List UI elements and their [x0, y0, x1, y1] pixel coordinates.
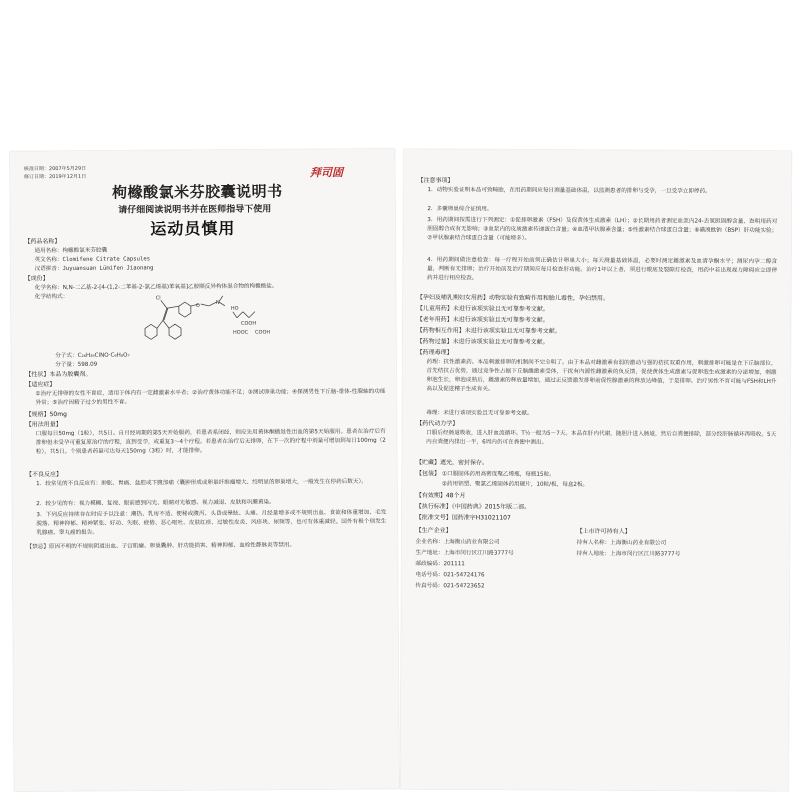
svg-text:HOOC: HOOC — [233, 329, 249, 336]
leaflet-subtitle: 请仔细阅读说明书并在医师指导下使用 — [118, 204, 272, 216]
leaflet-right-page — [400, 149, 791, 791]
package-option-2: ②药用铝塑、聚氯乙烯固体药用硬片，10粒/板，每盒2板。 — [441, 481, 589, 488]
phone-number: 电话号码：021-54724176 — [415, 572, 485, 579]
section-license-holder: 【上市许可持有人】 — [576, 527, 631, 536]
section-validity: 【有效期】48个月 — [415, 492, 466, 500]
english-name: 英文名称：Clomifene Citrate Capsules — [34, 256, 151, 264]
leaflet-title: 枸橼酸氯米芬胶囊说明书 — [111, 182, 283, 202]
svg-text:COOH: COOH — [240, 320, 257, 327]
production-address: 生产地址：上海市闵行区江川路3777号 — [415, 550, 514, 557]
section-indications: 【适应症】 — [25, 381, 56, 389]
section-pregnancy: 【孕妇及哺乳期妇女用药】动物实验有致畸作用和胎儿毒性，孕妇禁用。 — [416, 294, 609, 303]
section-overdose: 【药物过量】未进行该项实验且无可靠参考文献。 — [416, 338, 549, 346]
fax-number: 传真号码：021-54723652 — [415, 583, 485, 590]
holder-address: 持有人地址：上海市闵行区江川路3777号 — [576, 550, 681, 558]
section-spec: 【规格】50mg — [25, 410, 67, 419]
brand-logo: 拜司固 — [309, 166, 343, 180]
precaution-2: 2．多囊卵巢综合征慎用。 — [427, 206, 493, 213]
section-dosage: 【用法用量】 — [25, 420, 62, 429]
section-appearance: 【性状】本品为胶囊剂。 — [25, 370, 92, 379]
svg-text:HO: HO — [230, 305, 239, 312]
section-approval-number: 【批准文号】国药准字H31021107 — [415, 514, 511, 522]
pinyin-name: 汉语拼音：Juyuansuan Lümifen Jiaonang — [34, 265, 154, 273]
svg-text:O: O — [195, 303, 200, 310]
precaution-3: 3．用药期间按需进行下列测定：①促排卵激素（FSH）及促黄体生成激素（LH）；②长期用药者测定血浆内24-去氢胆固醇含量，查明用药对胆固醇合成有无影响；③血浆内的皮质激素传递蛋白含量；④血清甲状腺素含量；⑤性激素结合球蛋白含量；⑥磺溴酞钠（BSP）肝功能实验；⑦甲状腺素结合球蛋白含量（可能增多）。 — [427, 217, 778, 242]
section-interaction: 【药物相互作用】未进行该项实验且无可靠参考文献。 — [416, 327, 561, 335]
indications-text: ①治疗无排卵的女性不育症，适用于体内有一定雌激素水平者；②治疗黄体功能不足；③测试卵巢功能；④探测男性下丘脑-垂体-性腺轴的功能异常；⑤治疗因精子过少的男性不育。 — [35, 388, 386, 407]
section-children: 【儿童用药】未进行该项实验且无可靠参考文献。 — [416, 305, 549, 313]
adverse-item-1: 1．较常见的不良反应有：肿胀、胃痛、盆腔或下腹部痛（囊肿形成或卵巢纤维瘤增大、绞明显的卵巢增大，一般发生在停药后数天）。 — [36, 478, 367, 488]
section-manufacturer: 【生产企业】 — [415, 527, 452, 535]
molecular-weight: 分子量：598.09 — [55, 361, 98, 369]
pharmacology-text: 药理：抗性激素药。本品刺激排卵的机制尚不完全明了。由于本品对雌激素有弱的激动与强的拮抗双重作用，刺激排卵可能是在下丘脑部位，首先结抗占优势，通过竞争性占据下丘脑雌激素受体，干扰有内源性雌激素的负反馈，促使黄体生成激素与促卵泡生成激素的分泌增加，刺激卵泡生长，卵泡成熟后，雌激素的释放量增加，通过正反馈激发排卵前促性腺激素的释放达峰值，于是排卵。治疗男性不育可能与FSH和LH升高以及促进精子生成有关。 — [426, 359, 777, 393]
generic-name: 通用名称：枸橼酸氯米芬胶囊 — [34, 247, 108, 255]
dosage-text: 口服每日50mg（1粒），共5日。自月经周期的第5天开始服药，若患者系闭经，则应先用黄体酮撤退性出血的第5天始服用。患者在治疗后有排卵但未受孕可重复原治疗的疗程，直到受孕，或重复3～4个疗程。若患者在治疗后无排卵，在下一次的疗程中剂量可增加到每日100mg（2粒），共5日。个别患者药量可达每天150mg（3粒）时，才能排卵。 — [35, 428, 386, 456]
svg-text:N: N — [215, 299, 220, 306]
section-precautions: 【注意事项】 — [417, 177, 454, 185]
chemical-name: 化学名称：N,N-二乙基-2-[4-(1,2-二苯基-2-氯乙烯基)苯氧基]乙胺顺反异构体混合物的枸橼酸盐。 — [34, 283, 278, 292]
adverse-item-2: 2．较少见的有：视力模糊、复视、眼前感到闪光、眼睛对光敏感、视力减退、皮肤和巩膜黄染。 — [36, 499, 275, 508]
section-elderly: 【老年用药】未进行该项实验且无可靠参考文献。 — [416, 316, 549, 324]
section-storage: 【贮藏】遮光，密封保存。 — [416, 459, 489, 467]
section-drug-name: 【药品名称】 — [24, 238, 61, 246]
structure-label: 化学结构式： — [34, 293, 69, 301]
athlete-warning: 运动员慎用 — [150, 218, 236, 239]
toxicology-text: 毒理：未进行该项实验且无可靠参考文献。 — [426, 410, 533, 417]
chemical-structure — [133, 289, 283, 348]
leaflet-left-page — [10, 149, 399, 792]
section-pharmacology: 【药理毒理】 — [416, 349, 453, 357]
section-pharmacokinetics: 【药代动力学】 — [416, 420, 459, 428]
svg-text:Cl: Cl — [155, 295, 161, 302]
section-standard: 【执行标准】《中国药典》2015年版二部。 — [415, 503, 531, 511]
section-adverse: 【不良反应】 — [26, 470, 63, 479]
precaution-1: 1．动物实验证明本品可致畸胎，在用药期间应每日测量基础体温，以监测患者的排卵与受孕，一旦受孕立即停药。 — [427, 187, 711, 195]
section-ingredients: 【成份】 — [24, 275, 49, 283]
package-option-1: ①口服固体药用高密度聚乙烯瓶，每瓶15粒。 — [441, 471, 555, 478]
revision-date: 修订日期：2019年12月1日 — [23, 173, 87, 181]
approval-date: 核准日期：2007年5月29日 — [23, 165, 87, 173]
precaution-4: 4．用药期间做注意检查：每一疗程开始前须正确估计卵巢大小；每天测量基础体温，必要时测定雌激素及血清孕酮水平；测尿内孕二醇含量，判断有无排卵；治疗开始前及治疗期间应每月检查肝功能。治疗1年以上者，须进行眼底及裂隙灯检查，用药中若出现视力障碍应立即停药并进行相应检查。 — [426, 257, 778, 282]
contraindications: 【禁忌】原因不明的不规则阴道出血、子宫肌瘤、卵巢囊肿、肝功能损害、精神抑郁、血栓性静脉炎等禁用。 — [26, 542, 296, 551]
postcode: 邮政编码：201111 — [415, 561, 465, 568]
molecular-formula: 分子式：C₂₆H₂₈ClNO·C₆H₈O₇ — [55, 352, 130, 360]
adverse-item-3: 3．下列反应持续存在时应予以注意：潮热、乳房不适、便秘或腹泻、头昏或晕眩、头痛、月经量增多或不规则出血、食欲和体重增加、毛发脱落、精神抑郁、精神紧张、好动、失眠、疲倦、恶心呕吐、皮肤红疹、过敏性皮炎、风疹块、尿频等，也可有体重减轻。国外有极个别发生乳腺癌、睾丸癌的报告。 — [36, 509, 387, 537]
section-package: 【包装】 — [415, 470, 441, 478]
pharmacokinetics-text: 口服后经肠道吸收，进入肝血流循环。T½一般为5～7天。本品在肝内代谢，随胆汁进入肠道，然后自粪便排除，部分经肝肠循环再吸收。5天内自粪便内排出一半，6周内仍可在粪便中测出。 — [426, 430, 777, 446]
company-name: 企业名称：上海衡山药业有限公司 — [415, 539, 500, 546]
svg-text:COOH: COOH — [255, 329, 271, 336]
holder-name: 持有人名称：上海衡山药业有限公司 — [576, 539, 667, 547]
